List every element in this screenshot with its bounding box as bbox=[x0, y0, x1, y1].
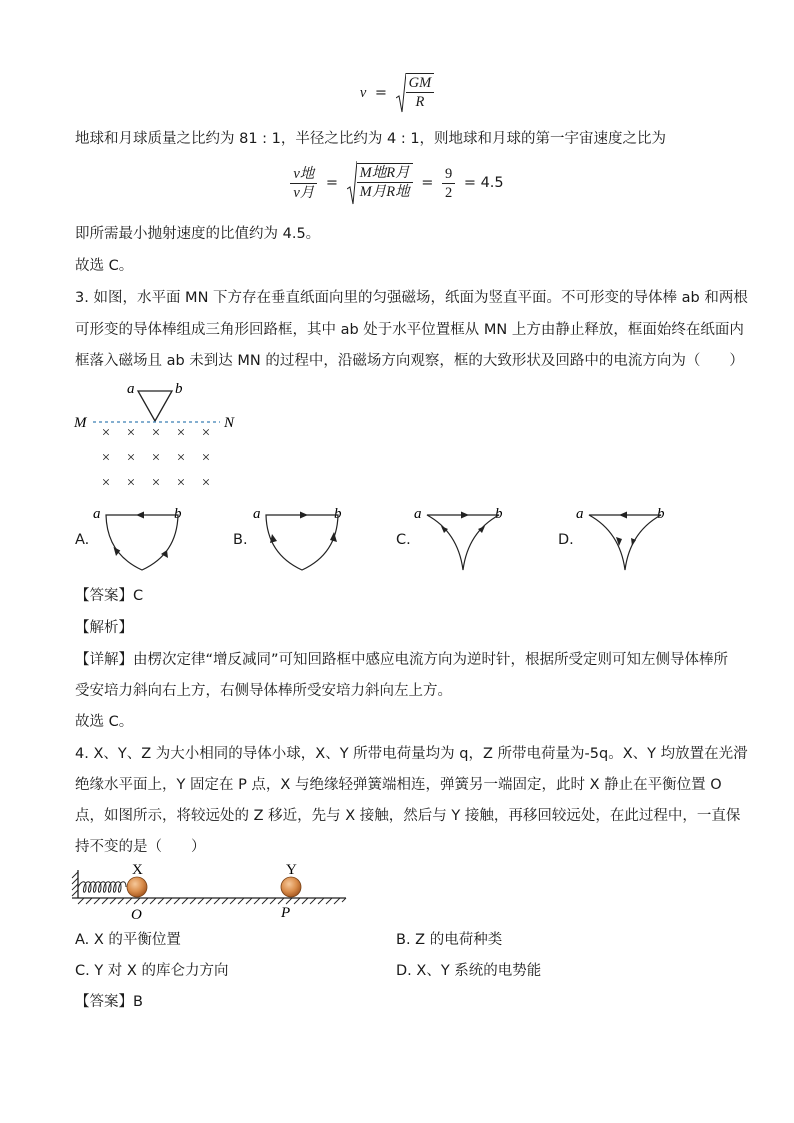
arrow-head bbox=[619, 512, 627, 519]
q4-text-line-3: 点，如图所示，将较远处的 Z 移近，先与 X 接触，然后与 Y 接触，再移回较远处，在此过程中，一直保 bbox=[75, 808, 741, 824]
para-select-c: 故选 C。 bbox=[75, 258, 134, 274]
q3-option-c-diagram bbox=[413, 502, 513, 574]
q3-option-d-letter: D. bbox=[558, 532, 574, 548]
field-cross: × bbox=[126, 475, 136, 491]
fraction-v-earth: v地 bbox=[290, 165, 317, 184]
fraction-num: GM bbox=[406, 74, 435, 93]
fraction-nine: 9 bbox=[442, 165, 455, 184]
field-cross: × bbox=[101, 450, 111, 466]
label-b: b bbox=[174, 506, 182, 522]
wall-hatching bbox=[72, 872, 78, 896]
loop-curve bbox=[427, 515, 499, 570]
field-cross: × bbox=[151, 450, 161, 466]
label-a: a bbox=[414, 506, 422, 522]
fraction-v-moon: v月 bbox=[293, 184, 315, 201]
field-cross: × bbox=[176, 425, 186, 441]
q3-select: 故选 C。 bbox=[75, 714, 134, 730]
label-b: b bbox=[334, 506, 342, 522]
field-cross: × bbox=[151, 475, 161, 491]
q3-answer: 【答案】C bbox=[75, 588, 144, 604]
arrow-head bbox=[136, 512, 144, 519]
field-cross: × bbox=[126, 425, 136, 441]
label-a: a bbox=[127, 381, 135, 397]
q3-option-a-letter: A. bbox=[75, 532, 90, 548]
label-b: b bbox=[175, 381, 183, 397]
label-o: O bbox=[131, 907, 142, 922]
q3-detail-line-1: 【详解】由楞次定律“增反减同”可知回路框中感应电流方向为逆时针，根据所受定则可知左侧导体棒所 bbox=[75, 652, 729, 668]
formula-result: = 4.5 bbox=[463, 175, 504, 191]
fraction-rad-num: M地R月 bbox=[357, 164, 413, 183]
formula-eq: = bbox=[374, 85, 388, 101]
arrow-head bbox=[616, 537, 622, 546]
fraction-masses-radii bbox=[357, 164, 413, 201]
para-conclusion: 即所需最小抛射速度的比值约为 4.5。 bbox=[75, 226, 321, 242]
fraction-den: R bbox=[415, 94, 425, 110]
q3-option-a-diagram bbox=[92, 502, 192, 574]
q4-answer: 【答案】B bbox=[75, 994, 143, 1010]
formula-eq: = bbox=[421, 175, 434, 191]
magnetic-field-marks bbox=[102, 425, 210, 491]
field-cross: × bbox=[101, 475, 111, 491]
field-cross: × bbox=[201, 475, 211, 491]
fraction-two: 2 bbox=[444, 184, 453, 201]
q3-option-b-diagram bbox=[252, 502, 352, 574]
q3-text-line-1: 3. 如图，水平面 MN 下方存在垂直纸面向里的匀强磁场，纸面为竖直平面。不可形变的导体棒 ab 和两根 bbox=[75, 290, 748, 306]
field-cross: × bbox=[176, 450, 186, 466]
field-cross: × bbox=[176, 475, 186, 491]
label-p: P bbox=[281, 905, 291, 921]
q4-text-line-1: 4. X、Y、Z 为大小相同的导体小球，X、Y 所带电荷量均为 q，Z 所带电荷量为-5q。X、Y 均放置在光滑 bbox=[75, 746, 748, 762]
arrow-head bbox=[114, 547, 121, 556]
arrow-head bbox=[300, 512, 308, 519]
q3-option-c-letter: C. bbox=[396, 532, 411, 548]
q3-field-figure bbox=[70, 378, 245, 496]
q3-option-b-letter: B. bbox=[233, 532, 248, 548]
fraction-gm-r bbox=[406, 74, 435, 111]
formula-ratio: $\frac{\text{v地}}{\text{v月}}$ = $\frac{\text{M地R月}}{\text{M月R地}}$ = $\frac{9}{2}$ = 4.5 bbox=[0, 160, 794, 210]
label-a: a bbox=[576, 506, 584, 522]
para-ratio: 地球和月球质量之比约为 81 : 1，半径之比约为 4 : 1，则地球和月球的第一宇宙速度之比为 bbox=[75, 131, 667, 147]
formula-speed bbox=[0, 72, 794, 116]
q3-detail-line-2: 受安培力斜向右上方，右侧导体棒所受安培力斜向左上方。 bbox=[75, 683, 452, 699]
arrow-head bbox=[270, 534, 277, 543]
field-cross: × bbox=[201, 425, 211, 441]
q3-text-line-3: 框落入磁场且 ab 未到达 MN 的过程中，沿磁场方向观察，框的大致形状及回路中的电流方向为（ ） bbox=[75, 353, 744, 369]
label-b: b bbox=[495, 506, 503, 522]
q4-option-b: B. Z 的电荷种类 bbox=[396, 932, 503, 948]
q4-option-c: C. Y 对 X 的库仑力方向 bbox=[75, 963, 229, 979]
loop-curve bbox=[266, 515, 338, 570]
loop-curve bbox=[106, 515, 178, 570]
label-m: M bbox=[74, 415, 87, 431]
label-n: N bbox=[224, 415, 235, 431]
ball-y bbox=[281, 877, 301, 897]
field-cross: × bbox=[101, 425, 111, 441]
ball-x bbox=[127, 877, 147, 897]
q4-option-a: A. X 的平衡位置 bbox=[75, 932, 181, 948]
fraction-rad-den: M月R地 bbox=[359, 184, 410, 200]
ground-hatching bbox=[78, 898, 346, 904]
spring bbox=[78, 882, 126, 893]
q4-text-line-2: 绝缘水平面上，Y 固定在 P 点，X 与绝缘轻弹簧端相连，弹簧另一端固定，此时 X 静止在平衡位置 O bbox=[75, 777, 722, 793]
sqrt-sign bbox=[396, 72, 406, 114]
q3-text-line-2: 可形变的导体棒组成三角形回路框，其中 ab 处于水平位置框从 MN 上方由静止释放，框面始终在纸面内 bbox=[75, 322, 744, 338]
loop-curve bbox=[589, 515, 661, 570]
field-cross: × bbox=[126, 450, 136, 466]
label-b: b bbox=[657, 506, 665, 522]
sqrt-sign bbox=[347, 160, 357, 206]
q4-spring-figure bbox=[70, 860, 350, 922]
q3-analysis-label: 【解析】 bbox=[75, 620, 133, 636]
q3-option-d-diagram bbox=[575, 502, 675, 574]
label-a: a bbox=[253, 506, 261, 522]
field-cross: × bbox=[151, 425, 161, 441]
fraction-nine-halves bbox=[442, 165, 455, 202]
label-x: X bbox=[132, 862, 143, 878]
label-a: a bbox=[93, 506, 101, 522]
formula-lhs: v bbox=[359, 85, 367, 101]
arrow-head bbox=[461, 512, 469, 519]
q4-option-d: D. X、Y 系统的电势能 bbox=[396, 963, 542, 979]
label-y: Y bbox=[286, 862, 297, 878]
arrow-head bbox=[330, 532, 337, 542]
fraction-speeds bbox=[290, 165, 317, 202]
field-cross: × bbox=[201, 450, 211, 466]
q4-text-line-4: 持不变的是（ ） bbox=[75, 839, 206, 855]
triangle-frame bbox=[138, 391, 172, 421]
